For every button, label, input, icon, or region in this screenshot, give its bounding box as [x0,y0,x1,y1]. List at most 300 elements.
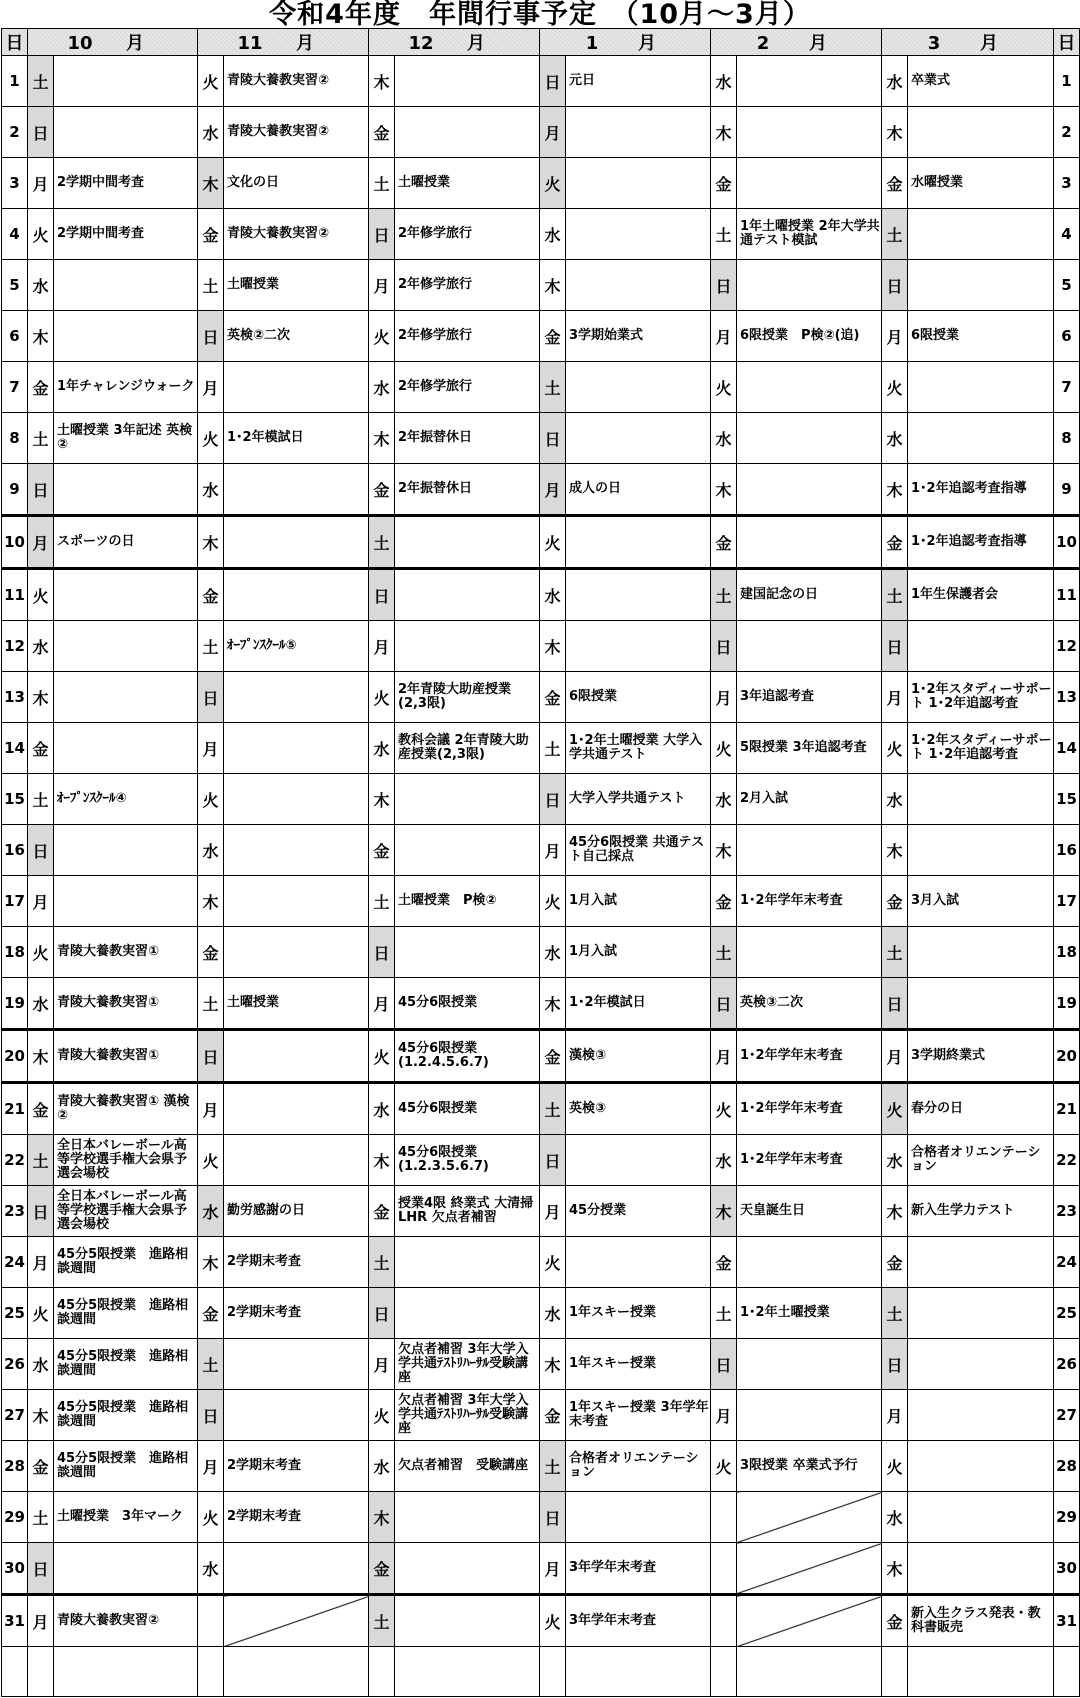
weekday-cell: 金 [711,158,737,209]
weekday-cell: 日 [711,260,737,311]
event-cell: 1･2年学年末考査 [737,1030,882,1083]
weekday-cell: 月 [540,464,566,516]
weekday-cell: 月 [711,672,737,723]
weekday-cell: 金 [540,311,566,362]
event-cell: 授業4限 終業式 大清掃 LHR 欠点者補習 [395,1186,540,1237]
weekday-cell: 土 [882,1288,908,1339]
day-row [2,1030,1080,1083]
event-cell: 全日本バレーボール高等学校選手権大会県予選会場校 [54,1135,198,1186]
event-cell: 全日本バレーボール高等学校選手権大会県予選会場校 [54,1186,198,1237]
event-cell: ｵｰﾌﾟﾝｽｸｰﾙ④ [54,774,198,825]
weekday-cell: 月 [882,1030,908,1083]
day-number-right: 16 [1054,825,1080,876]
blank-cell [711,1647,737,1697]
weekday-cell: 水 [369,1083,395,1135]
month-suffix: 月 [296,33,314,54]
weekday-cell: 木 [369,1492,395,1543]
weekday-cell: 火 [540,876,566,927]
event-cell [908,927,1054,978]
day-row [2,1492,1080,1543]
event-cell: 建国記念の日 [737,569,882,621]
weekday-cell: 日 [198,1030,224,1083]
event-cell: 水曜授業 [908,158,1054,209]
weekday-cell: 金 [711,516,737,569]
weekday-cell: 金 [369,464,395,516]
event-cell: 2月入試 [737,774,882,825]
weekday-cell: 土 [711,1288,737,1339]
event-cell: 新入生学力テスト [908,1186,1054,1237]
weekday-cell: 日 [198,672,224,723]
event-cell [54,825,198,876]
event-cell [566,362,711,413]
event-cell [54,569,198,621]
day-number-left: 12 [2,621,28,672]
day-number-right: 17 [1054,876,1080,927]
blank-cell [882,1647,908,1697]
weekday-cell: 土 [198,260,224,311]
weekday-cell: 木 [540,621,566,672]
event-cell [224,569,369,621]
day-number-left: 7 [2,362,28,413]
event-cell [395,927,540,978]
weekday-cell: 火 [711,723,737,774]
event-cell: 1･2年追認考査指導 [908,516,1054,569]
day-row [2,311,1080,362]
day-number-right: 1 [1054,56,1080,107]
weekday-cell: 金 [198,927,224,978]
day-number-left: 26 [2,1339,28,1390]
day-row [2,362,1080,413]
month-suffix: 月 [638,33,656,54]
weekday-cell: 水 [198,825,224,876]
event-cell [566,1135,711,1186]
weekday-cell: 日 [540,774,566,825]
event-cell: 1･2年学年末考査 [737,1135,882,1186]
weekday-cell: 水 [198,464,224,516]
day-number-left: 19 [2,978,28,1030]
weekday-cell: 木 [198,1237,224,1288]
nonexistent-date-cell [711,1543,737,1595]
weekday-cell: 日 [28,825,54,876]
event-cell: 2年振替休日 [395,464,540,516]
event-cell [395,621,540,672]
weekday-cell: 木 [882,825,908,876]
event-cell: 大学入学共通テスト [566,774,711,825]
day-number-right: 2 [1054,107,1080,158]
day-number-left: 21 [2,1083,28,1135]
event-cell: 45分5限授業 進路相談週間 [54,1237,198,1288]
day-row [2,107,1080,158]
day-row [2,516,1080,569]
day-column-header-left: 日 [2,29,28,56]
month-number: 11 [237,33,263,54]
event-cell [395,56,540,107]
day-number-right: 15 [1054,774,1080,825]
day-number-left: 13 [2,672,28,723]
event-cell [566,158,711,209]
event-cell [54,56,198,107]
weekday-cell: 月 [28,516,54,569]
weekday-cell: 土 [711,569,737,621]
weekday-cell: 水 [540,209,566,260]
event-cell [54,672,198,723]
event-cell: 1･2年学年末考査 [737,1083,882,1135]
weekday-cell: 日 [369,569,395,621]
event-cell: 2年修学旅行 [395,260,540,311]
event-cell: 1･2年土曜授業 [737,1288,882,1339]
weekday-cell: 金 [369,1543,395,1595]
nonexistent-date-slash [737,1492,882,1543]
month-suffix: 月 [980,33,998,54]
weekday-cell: 金 [198,209,224,260]
weekday-cell: 水 [711,413,737,464]
nonexistent-date-cell [198,1595,224,1647]
event-cell [908,774,1054,825]
day-number-right: 9 [1054,464,1080,516]
weekday-cell: 月 [369,260,395,311]
event-cell: 3年追認考査 [737,672,882,723]
event-cell: 欠点者補習 3年大学入学共通ﾃｽﾄﾘﾊｰｻﾙ受験講座 [395,1390,540,1441]
event-cell [908,1237,1054,1288]
weekday-cell: 火 [198,413,224,464]
day-number-left: 31 [2,1595,28,1647]
blank-cell [369,1647,395,1697]
event-cell [737,1237,882,1288]
event-cell: 3学期始業式 [566,311,711,362]
event-cell [908,1441,1054,1492]
event-cell [224,1030,369,1083]
weekday-cell: 土 [369,1237,395,1288]
event-cell: 土曜授業 3年マーク [54,1492,198,1543]
nonexistent-date-cell [711,1595,737,1647]
day-row [2,1083,1080,1135]
event-cell: 45分5限授業 進路相談週間 [54,1441,198,1492]
weekday-cell: 木 [882,1186,908,1237]
event-cell [224,1083,369,1135]
weekday-cell: 木 [369,413,395,464]
weekday-cell: 月 [711,311,737,362]
day-row [2,876,1080,927]
weekday-cell: 日 [369,927,395,978]
weekday-cell: 金 [28,723,54,774]
day-number-left: 4 [2,209,28,260]
event-cell: 45分5限授業 進路相談週間 [54,1288,198,1339]
weekday-cell: 土 [540,362,566,413]
weekday-cell: 金 [711,876,737,927]
day-row [2,1237,1080,1288]
weekday-cell: 土 [369,1595,395,1647]
event-cell: 1･2年土曜授業 大学入学共通テスト [566,723,711,774]
weekday-cell: 木 [711,107,737,158]
day-number-left: 5 [2,260,28,311]
month-number: 2 [756,33,770,54]
weekday-cell: 月 [369,621,395,672]
event-cell [737,56,882,107]
weekday-cell: 土 [369,516,395,569]
nonexistent-date-slash [737,1595,882,1647]
weekday-cell: 金 [28,362,54,413]
blank-cell [908,1647,1054,1697]
weekday-cell: 金 [882,516,908,569]
day-number-right: 11 [1054,569,1080,621]
weekday-cell: 月 [28,1595,54,1647]
day-number-left: 8 [2,413,28,464]
weekday-cell: 月 [882,1390,908,1441]
event-cell: 1･2年スタディーサポート 1･2年追認考査 [908,723,1054,774]
event-cell [737,1339,882,1390]
day-number-right: 25 [1054,1288,1080,1339]
event-cell [566,1492,711,1543]
event-cell [566,107,711,158]
weekday-cell: 土 [882,927,908,978]
blank-cell [540,1647,566,1697]
event-cell: 1･2年模試日 [224,413,369,464]
weekday-cell: 木 [882,464,908,516]
event-cell: ｵｰﾌﾟﾝｽｸｰﾙ⑤ [224,621,369,672]
event-cell: 45分6限授業 共通テスト自己採点 [566,825,711,876]
day-column-header-right: 日 [1054,29,1080,56]
event-cell: 勤労感謝の日 [224,1186,369,1237]
event-cell [54,723,198,774]
day-row [2,774,1080,825]
event-cell: 3学期終業式 [908,1030,1054,1083]
event-cell: 1年スキー授業 3年学年末考査 [566,1390,711,1441]
weekday-cell: 土 [28,1492,54,1543]
day-number-left: 17 [2,876,28,927]
day-row [2,209,1080,260]
weekday-cell: 金 [882,158,908,209]
event-cell: 合格者オリエンテーション [908,1135,1054,1186]
event-cell: 英検③二次 [737,978,882,1030]
event-cell: 土曜授業 P検② [395,876,540,927]
weekday-cell: 月 [369,1339,395,1390]
event-cell [908,362,1054,413]
event-cell [566,569,711,621]
event-cell [224,774,369,825]
nonexistent-date-slash [224,1595,369,1647]
weekday-cell: 日 [540,56,566,107]
day-number-right: 3 [1054,158,1080,209]
event-cell: 青陵大養教実習② [224,209,369,260]
month-number: 3 [927,33,941,54]
event-cell [908,1390,1054,1441]
weekday-cell: 水 [540,569,566,621]
weekday-cell: 木 [540,978,566,1030]
day-number-left: 20 [2,1030,28,1083]
weekday-cell: 火 [711,1441,737,1492]
header-row [2,29,1080,56]
weekday-cell: 木 [882,107,908,158]
weekday-cell: 金 [540,1390,566,1441]
day-number-right: 5 [1054,260,1080,311]
event-cell: 1年チャレンジウォーク [54,362,198,413]
schedule-table [1,28,1080,1697]
event-cell [566,260,711,311]
weekday-cell: 金 [540,672,566,723]
weekday-cell: 土 [540,1083,566,1135]
weekday-cell: 水 [540,927,566,978]
day-row [2,1288,1080,1339]
blank-row [2,1647,1080,1697]
month-header-11 [198,29,369,56]
weekday-cell: 火 [28,209,54,260]
month-header-1 [540,29,711,56]
event-cell: 漢検③ [566,1030,711,1083]
event-cell: 土曜授業 [224,978,369,1030]
day-row [2,569,1080,621]
weekday-cell: 日 [540,1492,566,1543]
event-cell [566,209,711,260]
month-suffix: 月 [809,33,827,54]
month-number: 12 [408,33,434,54]
event-cell [908,260,1054,311]
event-cell [54,876,198,927]
weekday-cell: 火 [540,516,566,569]
weekday-cell: 火 [540,1237,566,1288]
weekday-cell: 土 [540,723,566,774]
weekday-cell: 月 [540,825,566,876]
day-row [2,1543,1080,1595]
event-cell [908,209,1054,260]
event-cell: 1･2年学年末考査 [737,876,882,927]
weekday-cell: 火 [28,1288,54,1339]
event-cell [224,1390,369,1441]
event-cell: 土曜授業 [395,158,540,209]
event-cell: 文化の日 [224,158,369,209]
event-cell [908,1288,1054,1339]
event-cell: 春分の日 [908,1083,1054,1135]
event-cell: 45分授業 [566,1186,711,1237]
weekday-cell: 火 [369,1390,395,1441]
day-number-right: 8 [1054,413,1080,464]
weekday-cell: 火 [28,927,54,978]
weekday-cell: 水 [369,723,395,774]
weekday-cell: 水 [540,1288,566,1339]
weekday-cell: 火 [28,569,54,621]
weekday-cell: 月 [198,723,224,774]
blank-cell [737,1647,882,1697]
weekday-cell: 日 [711,978,737,1030]
event-cell [395,1237,540,1288]
weekday-cell: 木 [540,260,566,311]
event-cell [395,1492,540,1543]
weekday-cell: 水 [28,1339,54,1390]
event-cell [395,516,540,569]
event-cell: スポーツの日 [54,516,198,569]
event-cell [395,825,540,876]
event-cell [224,723,369,774]
weekday-cell: 日 [28,107,54,158]
event-cell: 1･2年追認考査指導 [908,464,1054,516]
event-cell: 天皇誕生日 [737,1186,882,1237]
weekday-cell: 日 [198,1390,224,1441]
event-cell [908,825,1054,876]
weekday-cell: 土 [369,876,395,927]
event-cell: 元日 [566,56,711,107]
weekday-cell: 月 [540,107,566,158]
day-number-left: 24 [2,1237,28,1288]
weekday-cell: 月 [882,311,908,362]
weekday-cell: 土 [28,413,54,464]
event-cell [224,672,369,723]
weekday-cell: 水 [198,1186,224,1237]
event-cell [737,621,882,672]
weekday-cell: 土 [198,621,224,672]
event-cell: 青陵大養教実習② [54,1595,198,1647]
event-cell: 2年振替休日 [395,413,540,464]
weekday-cell: 日 [198,311,224,362]
weekday-cell: 日 [711,1339,737,1390]
weekday-cell: 木 [28,672,54,723]
event-cell: 2年修学旅行 [395,362,540,413]
weekday-cell: 水 [28,260,54,311]
event-cell [395,107,540,158]
event-cell: 6限授業 [566,672,711,723]
day-row [2,1339,1080,1390]
weekday-cell: 日 [28,1543,54,1595]
event-cell [737,927,882,978]
day-row [2,158,1080,209]
day-number-left: 16 [2,825,28,876]
event-cell [737,464,882,516]
weekday-cell: 日 [882,1339,908,1390]
event-cell [566,1237,711,1288]
weekday-cell: 木 [882,1543,908,1595]
weekday-cell: 木 [198,876,224,927]
day-number-right: 31 [1054,1595,1080,1647]
event-cell: 青陵大養教実習② [224,107,369,158]
blank-cell [28,1647,54,1697]
event-cell: 45分6限授業(1.2.3.5.6.7) [395,1135,540,1186]
day-number-right: 18 [1054,927,1080,978]
event-cell [908,1543,1054,1595]
day-number-left: 10 [2,516,28,569]
event-cell [224,516,369,569]
day-number-right: 10 [1054,516,1080,569]
day-number-right: 12 [1054,621,1080,672]
weekday-cell: 火 [540,158,566,209]
weekday-cell: 土 [28,56,54,107]
weekday-cell: 水 [28,978,54,1030]
day-row [2,825,1080,876]
event-cell: 1年スキー授業 [566,1288,711,1339]
event-cell [224,1543,369,1595]
event-cell: 青陵大養教実習① 漢検② [54,1083,198,1135]
weekday-cell: 月 [882,672,908,723]
day-number-left: 18 [2,927,28,978]
day-number-right: 20 [1054,1030,1080,1083]
event-cell [737,1390,882,1441]
day-number-left: 27 [2,1390,28,1441]
event-cell: 2学期中間考査 [54,209,198,260]
event-cell: 1月入試 [566,927,711,978]
event-cell: 土曜授業 3年記述 英検② [54,413,198,464]
weekday-cell: 月 [28,158,54,209]
weekday-cell: 月 [198,1441,224,1492]
day-number-right: 28 [1054,1441,1080,1492]
event-cell [54,464,198,516]
event-cell [737,260,882,311]
blank-cell [1054,1647,1080,1697]
day-number-left: 6 [2,311,28,362]
event-cell: 2学期末考査 [224,1237,369,1288]
event-cell [395,1543,540,1595]
event-cell: 3年学年末考査 [566,1595,711,1647]
weekday-cell: 火 [882,362,908,413]
weekday-cell: 月 [369,978,395,1030]
weekday-cell: 木 [28,1390,54,1441]
day-number-left: 30 [2,1543,28,1595]
